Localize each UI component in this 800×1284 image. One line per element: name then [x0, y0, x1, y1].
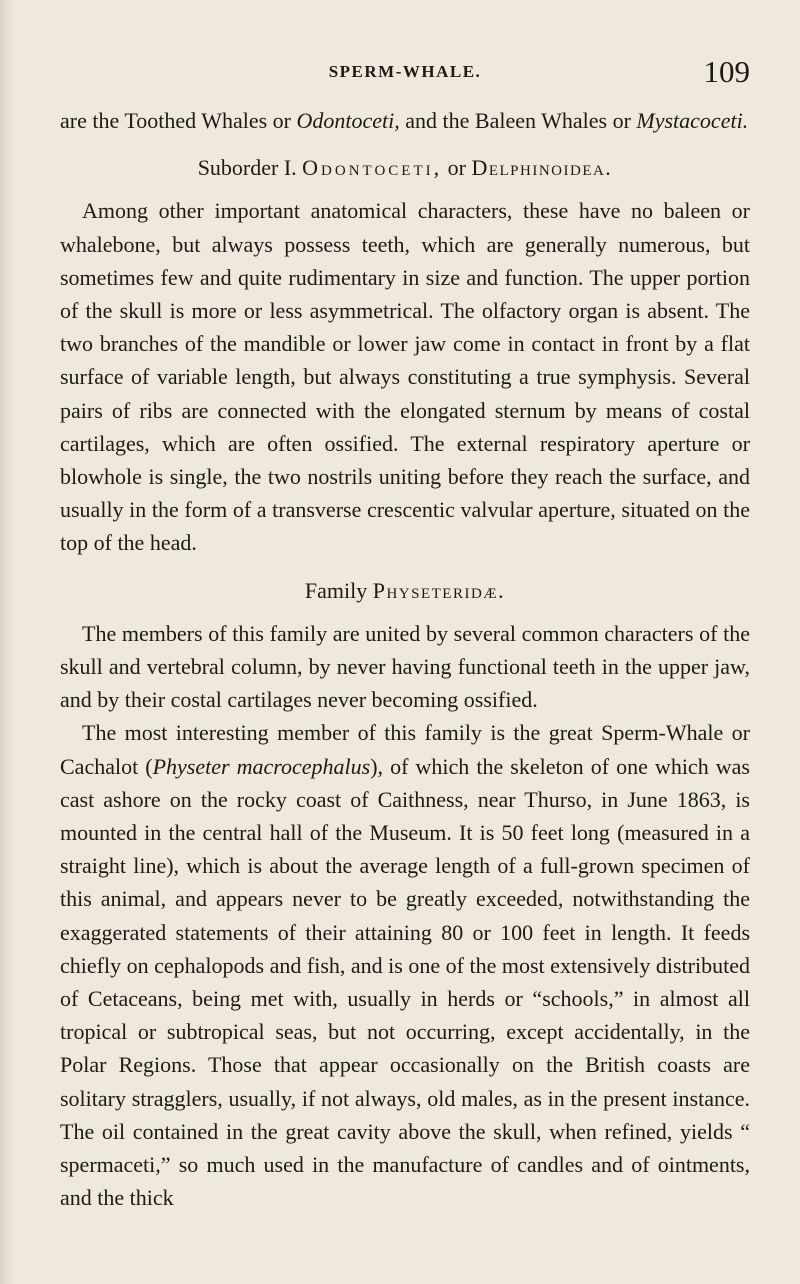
- family-name: Physeteridæ.: [372, 577, 506, 603]
- odontoceti-term: Odontoceti,: [296, 108, 400, 133]
- suborder-name: Odontoceti,: [302, 155, 443, 181]
- intro-text-1: are the Toothed Whales or: [60, 108, 297, 133]
- sperm-text-3: ), of which the skeleton of one which was cast ashore on the rocky coast of Caithness, near Thurso, in June 1863, is mounted in the central hall of the Museum. It is 50 feet long (measured in a straight line), which is about the average length of a full-grown specimen of this animal, and appears never to be greatly exceeded, notwithstanding the exaggerated statements of their attaining 80 or 100 feet in length. It feeds chiefly on cephalopods and fish, and is one of the most extensively distributed of Cetaceans, being met with, usually in herds or “schools,” in almost all tropical or subtropical seas, but not occurring, except accidentally, in the Polar Regions. Those that appear occasionally on the British coasts are solitary stragglers, usually, if not always, old males, as in the present instance. The oil contained in the great cavity above the skull, when refined, yields “ spermaceti,” so much used in the manufacture of candles and of ointments, and the thick: [60, 753, 750, 1211]
- family-paragraph: The members of this family are united by several common characters of the skull and vertebral column, by never having functional teeth in the upper jaw, and by their costal cartilages never becoming ossified.: [60, 620, 750, 713]
- sperm-whale-paragraph: [60, 716, 750, 1214]
- suborder-paragraph: Among other important anatomical characters, these have no baleen or whalebone, but always possess teeth, which are generally numerous, but sometimes few and quite rudimentary in size and function. The upper portion of the skull is more or less asymmetrical. The olfactory organ is absent. The two branches of the mandible or lower jaw come in contact in front by a flat surface of variable length, but always constituting a true symphysis. Several pairs of ribs are connected with the elongated sternum by means of costal cartilages, which are often ossified. The external respiratory aperture or blowhole is single, the two nostrils uniting before they reach the surface, and usually in the form of a transverse crescentic valvular aperture, situated on the top of the head.: [60, 198, 750, 556]
- suborder-label: Suborder I.: [197, 155, 303, 181]
- suborder-heading: [60, 151, 750, 184]
- intro-paragraph: [60, 104, 750, 137]
- intro-text-3: and the Baleen Whales or: [399, 108, 637, 133]
- suborder-or: or: [442, 155, 472, 181]
- body-text: [60, 104, 750, 1215]
- book-page: [60, 0, 750, 1284]
- family-heading: [60, 574, 750, 607]
- binding-edge: [0, 0, 14, 1284]
- page-number: 109: [703, 54, 750, 89]
- running-title: SPERM-WHALE.: [328, 62, 482, 81]
- species-name: Physeter macrocephalus: [152, 753, 371, 779]
- sperm-text-1: The most interesting member of this family is the great Sperm-Whale or Cachalot (: [60, 720, 750, 779]
- suborder-alt-name: Delphinoidea.: [471, 155, 613, 181]
- family-label: Family: [304, 577, 373, 603]
- running-head: [60, 54, 750, 94]
- mystacoceti-term: Mystacoceti.: [636, 108, 749, 133]
